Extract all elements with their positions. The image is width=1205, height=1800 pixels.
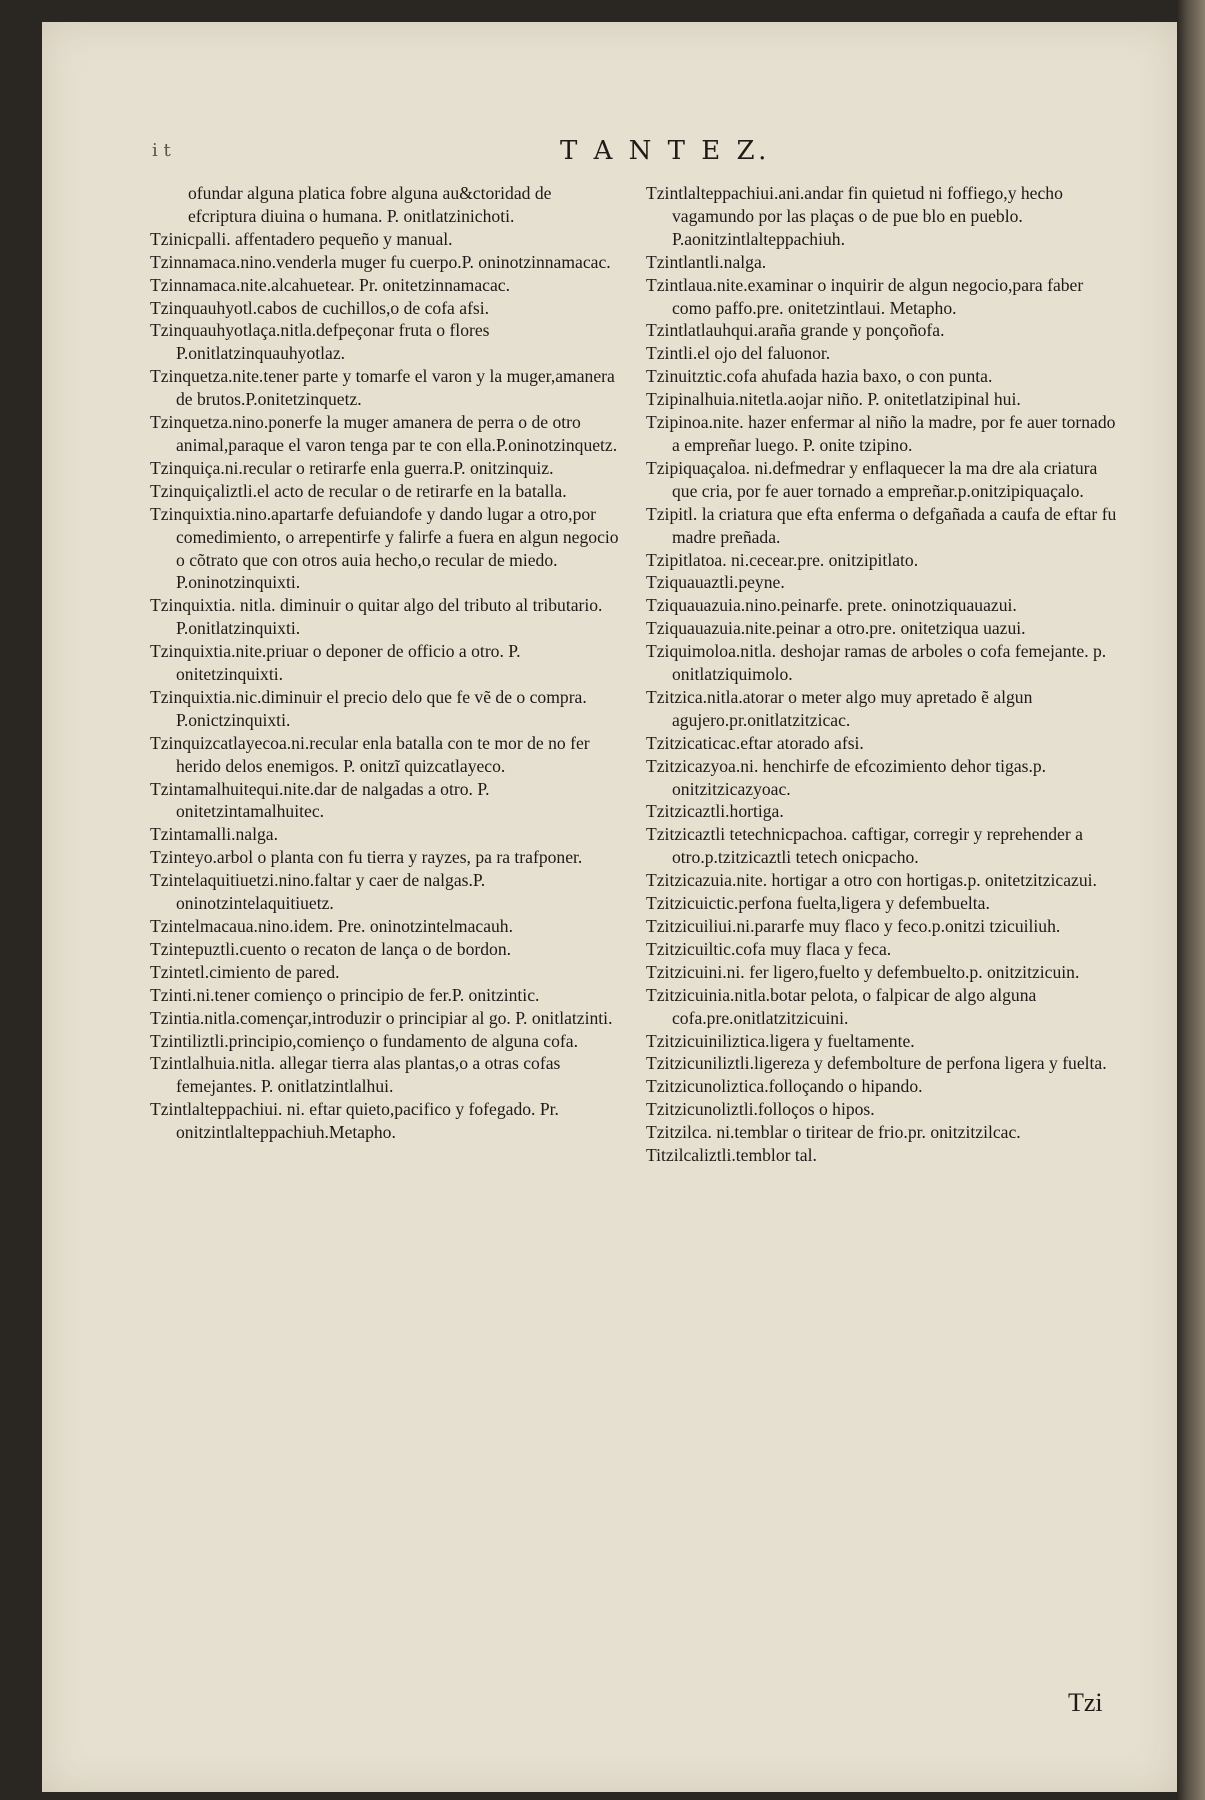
dictionary-entry: Tzinquixtia.nite.priuar o deponer de officio a otro. P. onitetzinquixti. bbox=[150, 641, 521, 685]
dictionary-entry: Tzitzilca. ni.temblar o tiritear de frio.pr. onitzitzilcac. bbox=[646, 1122, 1021, 1143]
dictionary-entry: Tzitzicazyoa.ni. henchirfe de efcozimiento dehor tigas.p. onitzitzicazyoac. bbox=[646, 755, 1047, 799]
dictionary-entry: Tzinicpalli. affentadero pequeño y manual. bbox=[150, 228, 453, 249]
dictionary-entry: Tzinquetza.nite.tener parte y tomarfe el varon y la muger,amanera de brutos.P.onitetzinquetz. bbox=[150, 366, 615, 410]
dictionary-entry: ofundar alguna platica fobre alguna au&ctoridad de efcriptura diuina o humana. P. onitlatzinichoti. bbox=[188, 183, 552, 226]
dictionary-entry: Tzinquiça.ni.recular o retirarfe enla guerra.P. onitzinquiz. bbox=[150, 457, 554, 478]
dictionary-entry: Tzitzicuiniliztica.ligera y fueltamente. bbox=[646, 1030, 915, 1051]
dictionary-entry: Tzipiquaçaloa. ni.defmedrar y enflaquecer la ma dre ala criatura que cria, por fe auer tornado a empreñar.p.onitzipiquaçalo. bbox=[646, 457, 1098, 501]
dictionary-entry: Tzintepuztli.cuento o recaton de lança o de bordon. bbox=[150, 938, 512, 959]
dictionary-entry: Tziquimoloa.nitla. deshojar ramas de arboles o cofa femejante. p. onitlatziquimolo. bbox=[646, 641, 1107, 685]
folio-mark: i t bbox=[152, 140, 171, 161]
dictionary-entry: Tziquauazuia.nite.peinar a otro.pre. onitetziqua uazui. bbox=[646, 618, 1026, 639]
dictionary-entry: Tzinquauhyotl.cabos de cuchillos,o de cofa afsi. bbox=[150, 297, 490, 318]
dictionary-entry: Tzinquauhyotlaça.nitla.defpeçonar fruta o flores P.onitlatzinquauhyotlaz. bbox=[150, 320, 490, 364]
dictionary-entry: Tzintia.nitla.començar,introduzir o principiar al go. P. onitlatzinti. bbox=[150, 1007, 613, 1028]
dictionary-entry: Tzinnamaca.nite.alcahuetear. Pr. onitetzinnamacac. bbox=[150, 274, 511, 295]
dictionary-entry: Tzitzicazuia.nite. hortigar a otro con hortigas.p. onitetzitzicazui. bbox=[646, 870, 1097, 891]
dictionary-entry: Tziquauaztli.peyne. bbox=[646, 572, 785, 593]
dictionary-entry: Tzinquixtia.nino.apartarfe defuiandofe y dando lugar a otro,por comedimiento, o arrepentirfe y falirfe a fuera en algun negocio o cõtrato que con otros auia hecho,o recular de miedo. P.oninotzinquixti. bbox=[150, 503, 619, 593]
dictionary-entry: Tzipitl. la criatura que efta enferma o defgañada a caufa de eftar fu madre preñada. bbox=[646, 503, 1117, 547]
dictionary-entry: Tzitzicuiltic.cofa muy flaca y feca. bbox=[646, 938, 892, 959]
dictionary-entry: Tziquauazuia.nino.peinarfe. prete. oninotziquauazui. bbox=[646, 595, 1017, 616]
dictionary-entry: Tzipitlatoa. ni.cecear.pre. onitzipitlato. bbox=[646, 549, 919, 570]
dictionary-entry: Tzitzicuinia.nitla.botar pelota, o falpicar de algo alguna cofa.pre.onitlatzitzicuini. bbox=[646, 984, 1037, 1028]
dictionary-entry: Tzitzica.nitla.atorar o meter algo muy apretado ẽ algun agujero.pr.onitlatzitzicac. bbox=[646, 686, 1033, 730]
dictionary-entry: Tzintlalhuia.nitla. allegar tierra alas plantas,o a otras cofas femejantes. P. onitlatzintlalhui. bbox=[150, 1053, 561, 1097]
dictionary-entry: Tzipinoa.nite. hazer enfermar al niño la madre, por fe auer tornado a empreñar luego. P. onite tzipino. bbox=[646, 412, 1116, 455]
dictionary-entry: Tzinquiçaliztli.el acto de recular o de retirarfe en la batalla. bbox=[150, 480, 567, 501]
dictionary-entry: Tzintlatlauhqui.araña grande y ponçoñofa. bbox=[646, 320, 945, 341]
dictionary-entry: Tzintli.el ojo del faluonor. bbox=[646, 343, 831, 364]
dictionary-entry: Tzitzicunoliztli.folloços o hipos. bbox=[646, 1099, 875, 1120]
right-column bbox=[646, 182, 1120, 1167]
dictionary-entry: Tzintamalli.nalga. bbox=[150, 824, 278, 845]
page-edge bbox=[1177, 0, 1205, 1800]
dictionary-entry: Tzitzicuniliztli.ligereza y defembolture de perfona ligera y fuelta. bbox=[646, 1053, 1107, 1074]
dictionary-entry: Tzitzicunoliztica.folloçando o hipando. bbox=[646, 1076, 923, 1097]
dictionary-entry: Tzitzicaticac.eftar atorado afsi. bbox=[646, 732, 864, 753]
dictionary-entry: Tzinquixtia.nic.diminuir el precio delo que fe vẽ de o compra. P.onictzinquixti. bbox=[150, 686, 587, 730]
dictionary-entry: Tzintelaquitiuetzi.nino.faltar y caer de nalgas.P. oninotzintelaquitiuetz. bbox=[150, 870, 486, 914]
dictionary-entry: Tzinnamaca.nino.venderla muger fu cuerpo.P. oninotzinnamacac. bbox=[150, 251, 611, 272]
dictionary-entry: Tzintlalteppachiui. ni. eftar quieto,pacifico y fofegado. Pr. onitzintlalteppachiuh.Metapho. bbox=[150, 1099, 559, 1143]
dictionary-entry: Tzintlantli.nalga. bbox=[646, 251, 767, 272]
dictionary-entry: Tzipinalhuia.nitetla.aojar niño. P. onitetlatzipinal hui. bbox=[646, 389, 1021, 410]
dictionary-entry: Tzinteyo.arbol o planta con fu tierra y rayzes, pa ra trafponer. bbox=[150, 847, 583, 868]
dictionary-entry: Tzitzicaztli tetechnicpachoa. caftigar, corregir y reprehender a otro.p.tzitzicaztli tetech onicpacho. bbox=[646, 824, 1083, 868]
dictionary-entry: Tzitzicuictic.perfona fuelta,ligera y defembuelta. bbox=[646, 893, 990, 914]
dictionary-entry: Tzinti.ni.tener comienço o principio de fer.P. onitzintic. bbox=[150, 984, 540, 1005]
dictionary-entry: Tzitzicaztli.hortiga. bbox=[646, 801, 784, 822]
dictionary-entry: Tzintelmacaua.nino.idem. Pre. oninotzintelmacauh. bbox=[150, 916, 513, 936]
dictionary-entry: Tzinuitztic.cofa ahufada hazia baxo, o con punta. bbox=[646, 366, 993, 387]
dictionary-entry: Tzinquetza.nino.ponerfe la muger amanera de perra o de otro animal,paraque el varon tenga par te con ella.P.oninotzinquetz. bbox=[150, 412, 618, 455]
running-head: T A N T E Z. bbox=[560, 136, 771, 166]
left-column bbox=[150, 182, 624, 1144]
dictionary-entry: Tzintamalhuitequi.nite.dar de nalgadas a otro. P. onitetzintamalhuitec. bbox=[150, 778, 490, 822]
dictionary-entry: Tzintlaua.nite.examinar o inquirir de algun negocio,para faber como paffo.pre. onitetzintlaui. Metapho. bbox=[646, 274, 1084, 318]
dictionary-entry: Tzitzicuiliui.ni.pararfe muy flaco y feco.p.onitzi tzicuiliuh. bbox=[646, 916, 1061, 936]
catchword: Tzi bbox=[1068, 1688, 1103, 1717]
dictionary-entry: Tzintiliztli.principio,comienço o fundamento de alguna cofa. bbox=[150, 1030, 578, 1051]
dictionary-entry: Tzitzicuini.ni. fer ligero,fuelto y defembuelto.p. onitzitzicuin. bbox=[646, 961, 1080, 982]
dictionary-entry: Tzintlalteppachiui.ani.andar fin quietud ni foffiego,y hecho vagamundo por las plaças o de pue blo en pueblo. P.aonitzintlalteppachiuh. bbox=[646, 183, 1063, 249]
dictionary-entry: Titzilcaliztli.temblor tal. bbox=[646, 1145, 817, 1166]
dictionary-entry: Tzintetl.cimiento de pared. bbox=[150, 961, 340, 982]
dictionary-entry: Tzinquizcatlayecoa.ni.recular enla batalla con te mor de no fer herido delos enemigos. P. onitzĩ quizcatlayeco. bbox=[150, 732, 590, 776]
dictionary-entry: Tzinquixtia. nitla. diminuir o quitar algo del tributo al tributario. P.onitlatzinquixti. bbox=[150, 595, 603, 639]
